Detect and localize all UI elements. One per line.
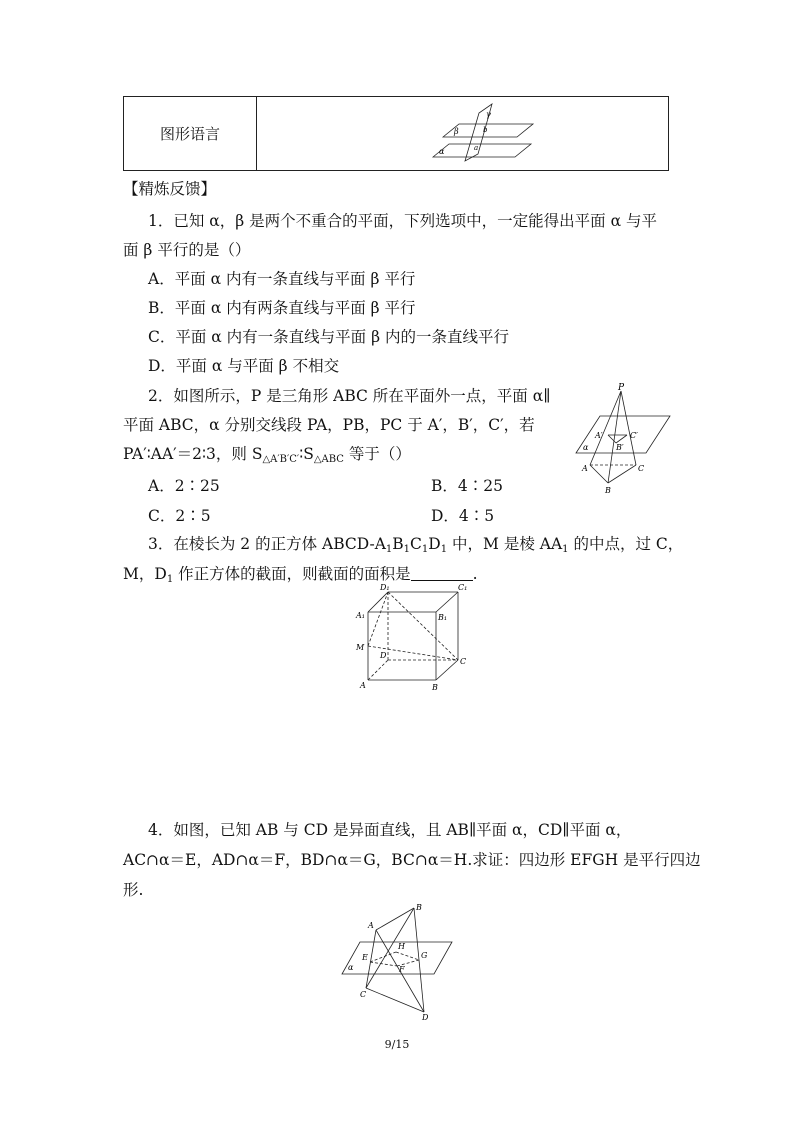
q4-stem-line1: 4．如图，已知 AB 与 CD 是异面直线，且 AB∥平面 α，CD∥平面 α， — [148, 821, 632, 839]
q3-cube-figure — [352, 582, 482, 694]
q4-stem-line3: 形. — [123, 881, 144, 899]
label-alpha: α — [439, 147, 445, 156]
q4-stem-line2: AC∩α＝E，AD∩α＝F，BD∩α＝G，BC∩α＝H.求证：四边形 EFGH 是平行四边 — [123, 851, 701, 869]
label-C: C — [460, 657, 467, 666]
label-beta: β — [454, 127, 459, 136]
q1-option-d: D．平面 α 与平面 β 不相交 — [148, 357, 340, 375]
q3-text-b: B — [392, 535, 404, 553]
label-F: F — [399, 965, 405, 974]
q3-text-h: 作正方体的截面，则截面的面积是 — [173, 565, 411, 583]
label-a: a — [474, 144, 479, 152]
label-A: A — [582, 464, 588, 473]
q3-sub-3: 1 — [421, 544, 429, 555]
answer-blank — [411, 566, 473, 581]
q3-sub-4: 1 — [440, 544, 448, 555]
q2-stem-line3 — [123, 440, 411, 474]
q2-option-c: C．2∶5 — [148, 507, 211, 525]
q2-sub-1: △A′B′C′ — [262, 454, 300, 465]
label-A-prime: A′ — [595, 431, 603, 440]
q3-sub-1: 1 — [385, 544, 393, 555]
q4-skew-lines-figure — [338, 900, 458, 1022]
label-A: A — [368, 921, 374, 930]
q2-text-b: ∶S — [299, 445, 314, 463]
label-E: E — [362, 953, 368, 962]
q1-option-b: B．平面 α 内有两条直线与平面 β 平行 — [148, 299, 416, 317]
q3-stem-line1 — [148, 530, 683, 564]
q2-pyramid-figure — [568, 383, 678, 498]
q3-text-g: M，D — [123, 565, 167, 583]
plane-alpha — [433, 144, 531, 157]
label-C: C — [638, 464, 645, 473]
q2-option-d: D．4∶5 — [431, 507, 495, 525]
table-figure-cell — [257, 97, 668, 170]
q3-text-e: 中，M 是棱 AA — [447, 535, 563, 553]
q3-text-c: C — [410, 535, 422, 553]
q2-option-a: A．2∶25 — [148, 477, 220, 495]
label-gamma: γ — [486, 110, 491, 119]
label-D: D — [422, 1013, 429, 1022]
language-table — [123, 96, 669, 171]
q1-stem-line2: 面 β 平行的是（） — [123, 241, 251, 259]
label-B-prime: B′ — [616, 443, 624, 452]
label-G: G — [421, 951, 428, 960]
q1-option-c: C．平面 α 内有一条直线与平面 β 内的一条直线平行 — [148, 328, 509, 346]
q1-option-a: A．平面 α 内有一条直线与平面 β 平行 — [148, 270, 416, 288]
plane-alpha-q4 — [342, 942, 452, 974]
q3-text-a: 3．在棱长为 2 的正方体 ABCD-A — [148, 535, 386, 553]
label-alpha-q4: α — [348, 963, 354, 972]
label-B1: B₁ — [438, 613, 448, 622]
label-alpha-q2: α — [583, 443, 589, 452]
q2-stem-line1: 2．如图所示，P 是三角形 ABC 所在平面外一点，平面 α∥ — [148, 387, 551, 405]
q3-text-f: 的中点，过 C， — [568, 535, 684, 553]
q3-sub-5: 1 — [562, 544, 569, 555]
label-D: D — [380, 651, 387, 660]
label-C: C — [360, 990, 367, 999]
label-B: B — [432, 683, 438, 692]
q3-sub-6: 1 — [166, 574, 174, 585]
label-A1: A₁ — [356, 611, 365, 620]
label-P: P — [618, 383, 625, 393]
parallel-planes-figure — [429, 99, 549, 169]
label-B: B — [605, 486, 611, 495]
label-B: B — [416, 903, 422, 912]
page-number: 9/15 — [384, 1038, 410, 1051]
q2-stem-line2: 平面 ABC，α 分别交线段 PA，PB，PC 于 A′，B′，C′，若 — [123, 416, 535, 434]
q1-stem-line1: 1．已知 α，β 是两个不重合的平面，下列选项中，一定能得出平面 α 与平 — [148, 212, 657, 230]
q2-text-a: PA′∶AA′＝2∶3，则 S — [123, 445, 263, 463]
label-C-prime: C′ — [630, 431, 638, 440]
label-M: M — [356, 643, 365, 652]
label-D1: D₁ — [380, 583, 390, 592]
q3-text-d: D — [428, 535, 441, 553]
label-H: H — [398, 942, 405, 951]
table-label: 图形语言 — [124, 97, 257, 170]
q3-text-end: . — [472, 565, 478, 583]
q2-sub-2: △ABC — [313, 454, 344, 465]
label-b: b — [483, 126, 488, 134]
q3-sub-2: 1 — [403, 544, 411, 555]
q2-text-c: 等于（） — [343, 445, 411, 463]
label-A: A — [360, 681, 366, 690]
label-C1: C₁ — [458, 583, 468, 592]
q2-option-b: B．4∶25 — [431, 477, 503, 495]
section-title: 【精炼反馈】 — [123, 180, 217, 198]
